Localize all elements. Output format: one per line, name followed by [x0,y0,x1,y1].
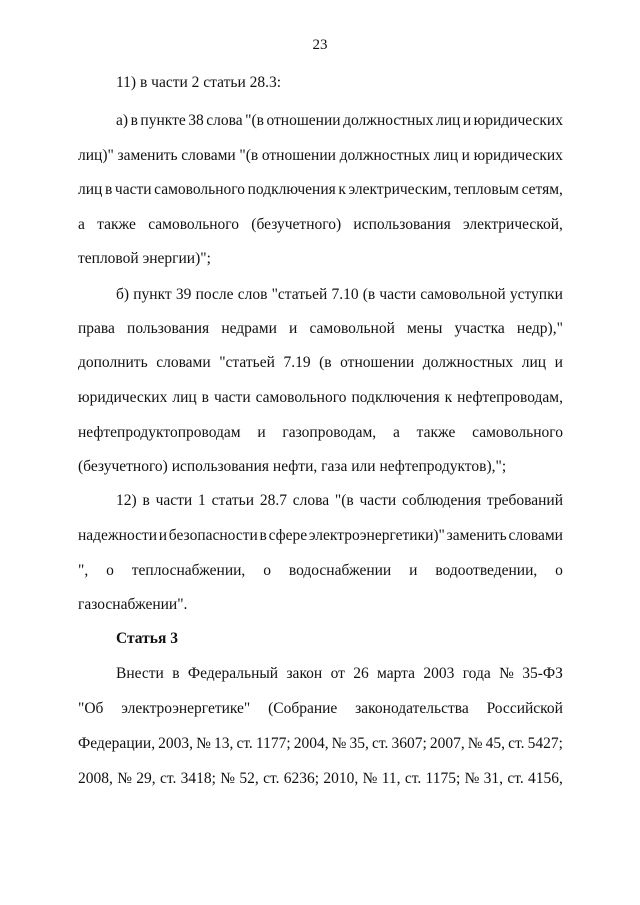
word: заменить [117,147,178,164]
word: 45, [485,735,506,752]
word: ", [78,562,89,579]
item-12-line-3 [78,561,563,581]
word: № [196,735,211,752]
word: безопасности [168,527,258,544]
page-number: 23 [312,37,328,53]
word: 52, [239,770,259,787]
word: слов [237,286,268,303]
word: ст. [404,770,422,787]
word: в [130,112,138,129]
word: 29, [136,770,156,787]
word: "статьей [219,354,275,371]
word: к [444,389,453,406]
word: законодательства [355,700,469,717]
word: лиц [78,181,103,198]
word: "(в [239,147,259,164]
word: статьи [211,492,255,509]
article-3-heading: Статья 3 [116,630,178,647]
word: также [416,424,456,441]
word: недрами [221,320,277,337]
item-11a-line-3 [78,180,563,200]
word: части [359,492,397,509]
word: лиц)" [78,147,114,164]
word: самовольной [309,320,395,337]
word: 2003 [423,665,455,682]
word: требований [486,492,563,509]
word: сфере [268,527,308,544]
word: № [467,735,483,752]
word: и [461,147,470,164]
word: пункте [140,112,186,129]
word: электрической, [463,216,563,233]
word: 3607; [391,735,427,752]
word: "статьей [271,286,328,303]
word: и [289,320,298,337]
word: № [464,770,480,787]
word: электроэнергетике" [121,700,251,717]
word: должностных [422,354,514,371]
word: 5427; [527,735,563,752]
word: надежности [78,527,158,544]
word: 12) [116,492,137,509]
item-11a-line-1 [116,111,563,131]
word: марта [377,665,416,682]
word: соблюдения [401,492,482,509]
word: лиц [172,389,197,406]
word: словами [156,354,211,371]
word: водоснабжении [288,562,392,579]
word: 2004, [293,735,329,752]
item-11a-line-4 [78,215,563,235]
word: 4156, [528,770,563,787]
article-3-line-1 [116,664,563,684]
word: недр)," [516,320,563,337]
item-11-intro: 11) в части 2 статьи 28.3: [116,74,282,91]
word: 2010, [323,770,359,787]
word: лиц [436,112,461,129]
word: а [78,216,85,233]
word: и [257,424,266,441]
word: теплоснабжении, [131,562,246,579]
word: 26 [353,665,369,682]
item-11b-line-4 [78,388,563,408]
word: года [462,665,491,682]
word: самовольного [255,389,347,406]
word: нефтепродуктопроводам [78,424,241,441]
word: ст. [371,735,389,752]
word: словами [508,527,563,544]
word: Федеральный [187,665,279,682]
word: (Собрание [268,700,338,717]
word: сетям, [521,181,563,198]
word: № [117,770,132,787]
article-3-line-4 [78,769,563,789]
word: 7.10 [331,286,359,303]
word: закон [286,665,323,682]
word: Федерации, [78,735,156,752]
word: пользования [127,320,210,337]
word: о [555,562,563,579]
word: юридических [78,389,168,406]
word: пункт [133,286,172,303]
word: дополнить [78,354,148,371]
word: (безучетного) [251,216,342,233]
word: 2003, [158,735,194,752]
word: 28.7 [259,492,287,509]
word: ст. [507,770,524,787]
word: "(в [334,492,354,509]
word: № [362,770,378,787]
word: в [104,181,113,198]
item-11a-line-5: тепловой энергии)"; [78,250,211,267]
word: должностных [343,112,434,129]
word: самовольного [148,216,240,233]
word: в [172,665,180,682]
word: самовольной [420,286,506,303]
word: 2007, [429,735,465,752]
word: 39 [175,286,192,303]
word: части [155,492,193,509]
word: слова [206,112,243,129]
word: водоотведении, [435,562,538,579]
word: права [78,320,115,337]
word: самовольного [472,424,563,441]
word: 7.19 [283,354,311,371]
word: уступки [509,286,563,303]
word: 3418; [180,770,216,787]
item-11b-line-1 [116,285,563,305]
word: подключения [247,181,336,198]
word: № [499,665,514,682]
word: 13, [213,735,234,752]
item-11a-line-2 [78,146,563,166]
word: о [263,562,271,579]
word: № [331,735,347,752]
word: нефтепроводам, [457,389,563,406]
word: юридических [473,147,563,164]
word: ст. [263,770,280,787]
word: 2008, [78,770,113,787]
word: а) [116,112,129,129]
word: должностных [339,147,431,164]
word: газопроводам, [282,424,377,441]
item-12-line-1 [116,491,563,511]
word: лиц [521,354,547,371]
word: также [97,216,136,233]
word: 11, [381,770,401,787]
word: юридических [473,112,563,129]
word: 38 [188,112,204,129]
word: о [106,562,114,579]
word: (в [319,354,332,371]
word: (в [362,286,376,303]
word: 1175; [425,770,461,787]
word: слова [292,492,330,509]
word: 31, [483,770,504,787]
word: отношении [266,112,341,129]
word: "Об [78,700,104,717]
word: части [114,181,152,198]
word: № [220,770,236,787]
word: заменить [446,527,507,544]
word: тепловым [453,181,519,198]
word: самовольного [154,181,245,198]
word: б) [116,286,130,303]
word: и [409,562,418,579]
word: от [330,665,345,682]
item-11b-line-5 [78,423,563,443]
word: словами [181,147,236,164]
word: ст. [159,770,177,787]
word: ст. [508,735,525,752]
word: участка [454,320,505,337]
word: 1 [198,492,206,509]
word: 1177; [255,735,291,752]
word: мены [407,320,443,337]
word: 35, [349,735,369,752]
word: ст. [236,735,253,752]
word: а [392,424,400,441]
word: части [213,389,251,406]
word: электроэнергетики)" [308,527,445,544]
word: к [338,181,346,198]
word: отношении [340,354,415,371]
word: Российской [486,700,563,717]
word: в [259,527,267,544]
article-3-line-2 [78,699,563,719]
word: Внести [116,665,164,682]
item-12-line-2 [78,526,563,546]
word: использования [353,216,451,233]
word: 6236; [283,770,320,787]
word: электрическим, [348,181,452,198]
item-11b-line-6: (безучетного) использования нефти, газа или нефтепродуктов),"; [78,458,507,475]
word: и [462,112,472,129]
word: отношении [261,147,336,164]
item-11b-line-2 [78,319,563,339]
word: "(в [245,112,264,129]
article-3-line-3 [78,734,563,754]
item-12-line-4: газоснабжении". [78,596,188,613]
word: подключения [351,389,440,406]
word: и [158,527,168,544]
word: в [201,389,209,406]
item-11b-line-3 [78,353,563,373]
word: лиц [433,147,458,164]
word: и [554,354,563,371]
word: в [142,492,150,509]
word: части [379,286,417,303]
word: после [195,286,234,303]
word: 35-ФЗ [522,665,563,682]
